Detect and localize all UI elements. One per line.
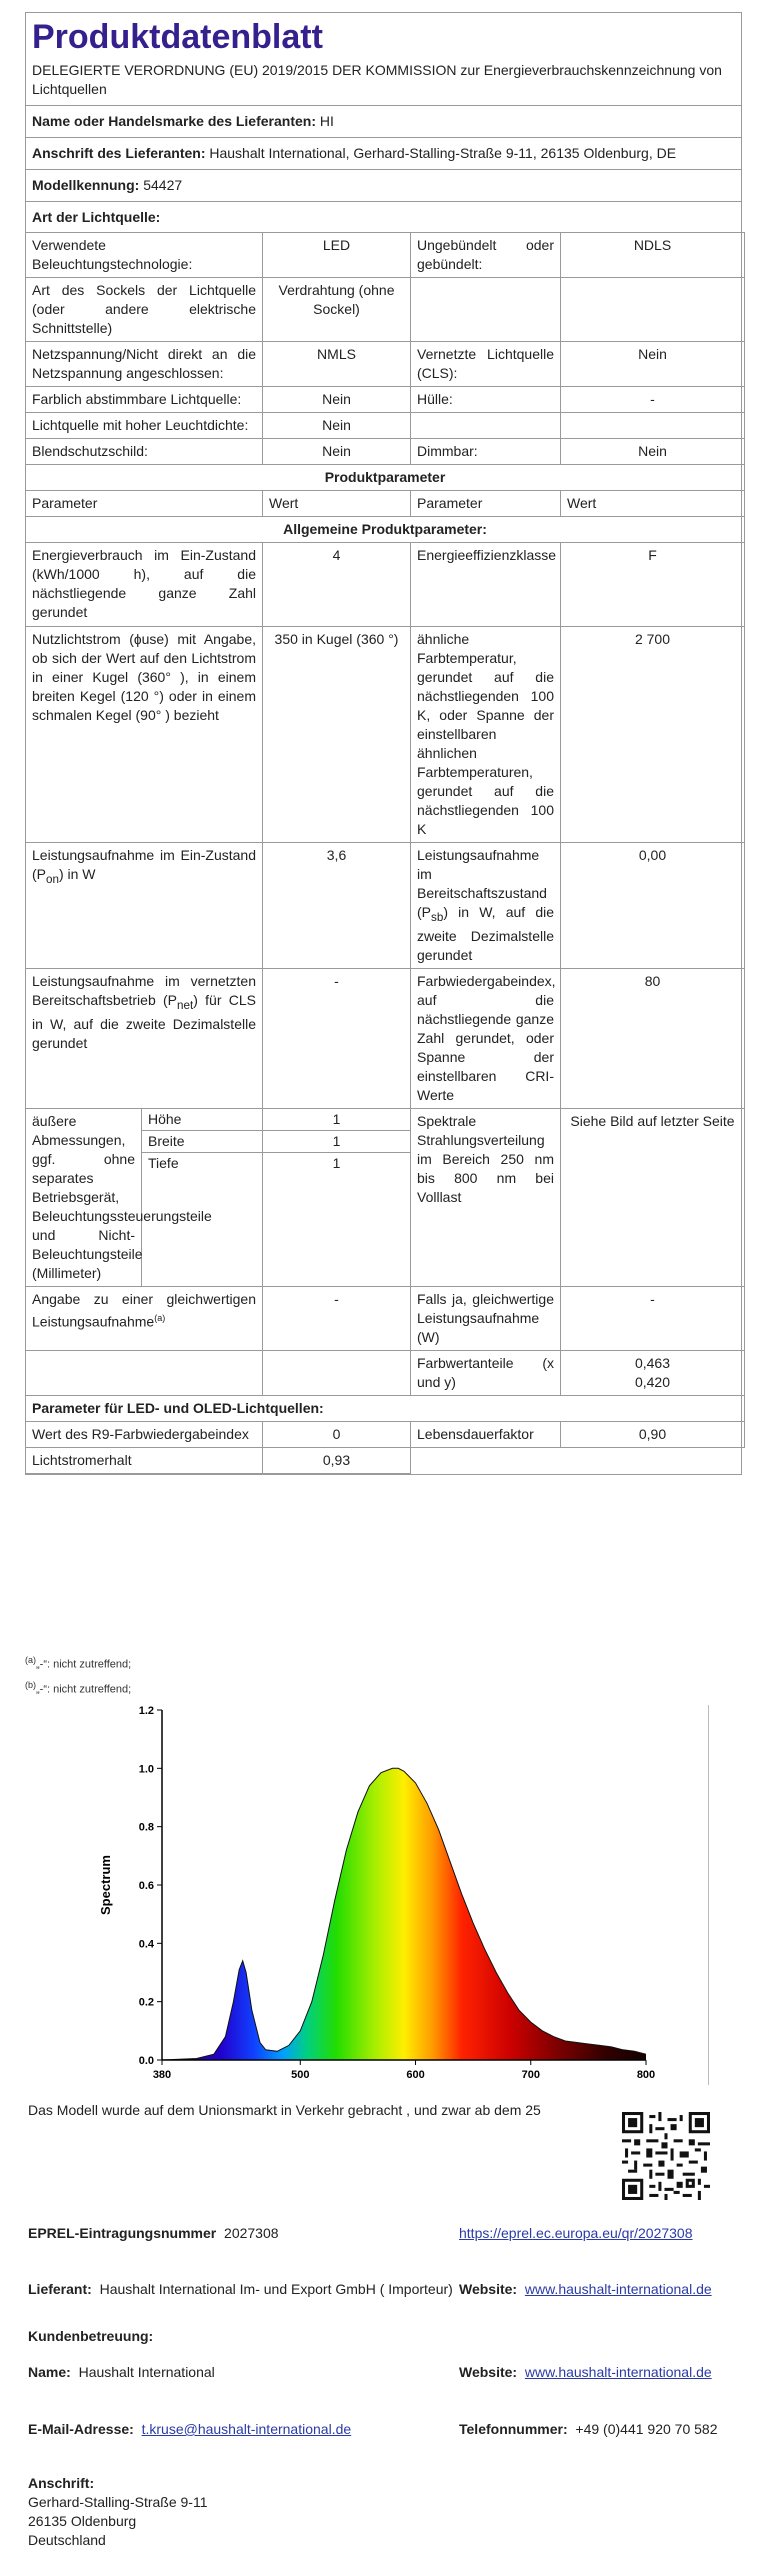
table-row	[26, 233, 745, 278]
cell-label: Energieeffizienzklasse	[411, 543, 561, 627]
chart-frame-line	[708, 1705, 709, 2085]
eprel-link-block	[459, 2224, 699, 2243]
cell-empty	[26, 1350, 263, 1395]
table-row	[26, 1108, 745, 1286]
dim-row	[142, 1131, 262, 1153]
section-title: Produktparameter	[26, 465, 745, 491]
cell-empty	[411, 413, 561, 439]
cell-label	[26, 843, 263, 969]
lieferant-value: Haushalt International Im- und Export GmbH ( Importeur)	[99, 2281, 453, 2297]
cell-label: Farbwiedergabeindex, auf die nächstliegende ganze Zahl gerundet, oder Spanne der einstellbaren CRI-Werte	[411, 968, 561, 1108]
cell-value: 4	[263, 543, 411, 627]
cell-value: 0,90	[561, 1421, 745, 1447]
cell-value: 0,00	[561, 843, 745, 969]
cell-value: Siehe Bild auf letzter Seite	[561, 1108, 745, 1286]
label-sub: sb	[431, 910, 444, 924]
anschrift-country: Deutschland	[28, 2532, 106, 2548]
cell-value: Nein	[263, 413, 411, 439]
address-label: Anschrift des Lieferanten:	[32, 145, 206, 161]
qr-code	[622, 2112, 710, 2200]
telephone-block	[459, 2420, 724, 2439]
cell-value: LED	[263, 233, 411, 278]
cell-label: Wert des R9-Farbwiedergabeindex	[26, 1421, 263, 1447]
label-text: ) in W	[58, 866, 96, 882]
model-label: Modellkennung:	[32, 177, 140, 193]
cell-label: Falls ja, gleichwertige Leistungsaufnahme (W)	[411, 1286, 561, 1350]
dimensions-cell	[26, 1108, 263, 1286]
kunden-block	[28, 2327, 153, 2346]
table-row	[26, 413, 745, 439]
y-tick-label: 0.6	[138, 1880, 154, 1892]
footnotes	[25, 1650, 131, 1699]
column-header: Parameter	[26, 491, 263, 517]
cell-label: ähnliche Farbtemperatur, gerundet auf die nächstliegenden 100 K, oder Spanne der einstellbaren ähnlichen Farbtemperaturen, gerundet auf die nächstliegenden 100 K	[411, 627, 561, 843]
x-tick-label: 700	[521, 2069, 540, 2081]
cell-value: Nein	[561, 342, 745, 387]
cell-value: 2 700	[561, 627, 745, 843]
anschrift-street: Gerhard-Stalling-Straße 9-11	[28, 2494, 208, 2510]
cell-label	[26, 1286, 263, 1350]
website-link[interactable]: www.haushalt-international.de	[524, 2281, 712, 2297]
dim-key: Breite	[148, 1132, 185, 1149]
cell-label: Verwendete Beleuchtungstechnologie:	[26, 233, 263, 278]
section-row	[26, 465, 745, 491]
kunden-label: Kundenbetreuung:	[28, 2328, 154, 2344]
cell-label: Art des Sockels der Lichtquelle (oder andere elektrische Schnittstelle)	[26, 278, 263, 342]
market-intro: Das Modell wurde auf dem Unionsmarkt in Verkehr gebracht , und zwar ab dem 25	[28, 2102, 541, 2118]
table-row	[26, 1350, 745, 1395]
y-ticks	[139, 1705, 162, 2067]
cell-label: Nutzlichtstrom (ɸuse) mit Angabe, ob sich der Wert auf den Lichtstrom in einer Kugel (360° ), in einem breiten Kegel (120 °) oder in einem schmalen Kegel (90° ) bezieht	[26, 627, 263, 843]
cell-empty	[561, 413, 745, 439]
website-label: Website:	[459, 2281, 518, 2297]
supplier-row	[26, 106, 741, 138]
x-tick-label: 800	[636, 2069, 656, 2081]
label-text: ) für CLS in W, auf die zweite Dezimalstelle gerundet	[32, 991, 257, 1051]
telephone-label: Telefonnummer:	[459, 2421, 568, 2437]
y-tick-label: 0.0	[138, 2055, 154, 2067]
cell-label: Blendschutzschild:	[26, 439, 263, 465]
dim-row	[142, 1153, 262, 1174]
table-row	[26, 1421, 745, 1447]
dim-value: 1	[332, 1154, 341, 1171]
cell-label: Netzspannung/Nicht direkt an die Netzspannung angeschlossen:	[26, 342, 263, 387]
cell-value: 0,93	[263, 1447, 411, 1473]
y-tick-label: 0.2	[138, 1996, 154, 2009]
table-row	[26, 1447, 745, 1473]
model-value: 54427	[143, 177, 183, 193]
table-row	[26, 342, 745, 387]
footnote-mark: (b)	[25, 1679, 36, 1690]
anschrift-city: 26135 Oldenburg	[28, 2513, 137, 2529]
dim-key: Höhe	[148, 1110, 182, 1127]
datasheet	[25, 12, 742, 1475]
email-block	[28, 2420, 351, 2439]
spectrum-chart	[96, 1700, 656, 2100]
address-value: Haushalt International, Gerhard-Stalling-Straße 9-11, 26135 Oldenburg, DE	[209, 145, 677, 161]
cell-value	[561, 1350, 745, 1395]
email-label: E-Mail-Adresse:	[28, 2421, 134, 2437]
cell-label: Energieverbrauch im Ein-Zustand (kWh/1000 h), auf die nächstliegende ganze Zahl gerundet	[26, 543, 263, 627]
footnote-ref: (a)	[154, 1312, 166, 1323]
cell-value: 3,6	[263, 843, 411, 969]
cell-value: NMLS	[263, 342, 411, 387]
lieferant-label: Lieferant:	[28, 2281, 92, 2297]
anschrift-label: Anschrift:	[28, 2475, 95, 2491]
cell-value: F	[561, 543, 745, 627]
table-row	[26, 627, 745, 843]
header	[26, 13, 741, 106]
dim-key: Tiefe	[148, 1154, 179, 1171]
cell-label	[411, 843, 561, 969]
column-header: Parameter	[411, 491, 561, 517]
cell-empty	[561, 1447, 745, 1473]
cell-value: Verdrahtung (ohne Sockel)	[263, 278, 411, 342]
eprel-number: 2027308	[224, 2225, 279, 2241]
y-tick-label: 1.2	[138, 1705, 154, 1717]
cell-value: -	[561, 387, 745, 413]
label-sub: on	[46, 872, 59, 886]
cell-value: -	[263, 968, 411, 1108]
website-link[interactable]: www.haushalt-international.de	[524, 2364, 712, 2380]
section-title: Parameter für LED- und OLED-Lichtquellen:	[26, 1395, 745, 1421]
footnote-text: „-“: nicht zutreffend;	[36, 1683, 132, 1696]
cell-label: Dimmbar:	[411, 439, 561, 465]
column-header: Wert	[263, 491, 411, 517]
cell-empty	[263, 1350, 411, 1395]
type-section-title: Art der Lichtquelle:	[32, 209, 161, 225]
y-axis-label: Spectrum	[98, 1855, 113, 1915]
regulation-subtitle: DELEGIERTE VERORDNUNG (EU) 2019/2015 DER KOMMISSION zur Energieverbrauchskennzeichnung von Lichtquellen	[32, 62, 722, 97]
dim-value: 1	[263, 1131, 410, 1153]
cell-value: -	[263, 1286, 411, 1350]
address-row	[26, 138, 741, 170]
cell-empty	[561, 278, 745, 342]
cell-empty	[411, 278, 561, 342]
x-tick-label: 500	[291, 2069, 310, 2081]
footnote-text: „-“: nicht zutreffend;	[36, 1658, 132, 1671]
cell-value: NDLS	[561, 233, 745, 278]
page-title: Produktdatenblatt	[32, 18, 323, 56]
dim-row	[142, 1109, 262, 1131]
footnote	[25, 1675, 131, 1700]
cell-label: Farblich abstimmbare Lichtquelle:	[26, 387, 263, 413]
cell-label: Ungebündelt oder gebündelt:	[411, 233, 561, 278]
header-row	[26, 491, 745, 517]
chroma-x: 0,463	[634, 1354, 671, 1371]
column-header: Wert	[561, 491, 745, 517]
dimensions-label: äußere Abmessungen, ggf. ohne separates Betriebsgerät, Beleuchtungssteuerungsteile und Nicht-Beleuchtungsteile (Millimeter)	[26, 1109, 142, 1286]
anschrift-block	[28, 2474, 207, 2550]
x-tick-label: 600	[406, 2069, 425, 2081]
cell-label	[26, 968, 263, 1108]
x-tick-label: 380	[152, 2069, 172, 2081]
cell-value: -	[561, 1286, 745, 1350]
section-title: Allgemeine Produktparameter:	[26, 517, 745, 543]
website-label: Website:	[459, 2364, 518, 2380]
table-row	[26, 843, 745, 969]
plot-area	[162, 1768, 646, 2060]
eprel-label: EPREL-Eintragungsnummer	[28, 2225, 217, 2241]
supplier-value: HI	[319, 113, 334, 129]
label-text: Angabe zu einer gleichwertigen Leistungsaufnahme	[32, 1290, 256, 1330]
name-label: Name:	[28, 2364, 71, 2380]
cell-value: 80	[561, 968, 745, 1108]
cell-label: Lichtquelle mit hoher Leuchtdichte:	[26, 413, 263, 439]
email-link[interactable]: t.kruse@haushalt-international.de	[141, 2421, 352, 2437]
cell-value: 350 in Kugel (360 °)	[263, 627, 411, 843]
footnote	[25, 1650, 131, 1675]
table-row	[26, 387, 745, 413]
table-row	[26, 439, 745, 465]
table-row	[26, 968, 745, 1108]
cell-label: Lichtstromerhalt	[26, 1447, 263, 1473]
dim-value: 1	[263, 1109, 410, 1131]
label-text: Leistungsaufnahme im Ein-Zustand (P	[32, 847, 256, 882]
website-block	[459, 2280, 724, 2299]
footnote-mark: (a)	[25, 1655, 36, 1665]
label-text: ) in W, auf die zweite Dezimalstelle gerundet	[417, 904, 554, 963]
eprel-link[interactable]: https://eprel.ec.europa.eu/qr/2027308	[459, 2225, 693, 2241]
label-text: Leistungsaufnahme im vernetzten Bereitschaftsbetrieb (P	[32, 972, 256, 1008]
label-text: Leistungsaufnahme im Bereitschaftszustand (P	[417, 847, 547, 920]
x-ticks	[153, 2060, 655, 2081]
table-row	[26, 278, 745, 342]
supplier-label: Name oder Handelsmarke des Lieferanten:	[32, 113, 316, 129]
section-row	[26, 1395, 745, 1421]
y-tick-label: 1.0	[138, 1763, 154, 1776]
y-tick-label: 0.8	[138, 1821, 154, 1834]
spectrum-area	[162, 1768, 646, 2060]
table-row	[26, 543, 745, 627]
name-value: Haushalt International	[78, 2364, 215, 2380]
chroma-y: 0,420	[634, 1373, 671, 1390]
dimensions-values	[263, 1108, 411, 1286]
cell-label: Vernetzte Lichtquelle (CLS):	[411, 342, 561, 387]
section-row	[26, 517, 745, 543]
website2-block	[459, 2363, 724, 2382]
cell-label: Farbwertanteile (x und y)	[411, 1350, 561, 1395]
y-tick-label: 0.4	[138, 1938, 154, 1951]
telephone-value: +49 (0)441 920 70 582	[575, 2421, 718, 2437]
cell-value: Nein	[263, 387, 411, 413]
table-row	[26, 1286, 745, 1350]
cell-label: Spektrale Strahlungsverteilung im Bereich 250 nm bis 800 nm bei Volllast	[411, 1108, 561, 1286]
eprel-block	[28, 2224, 279, 2243]
main-table	[25, 232, 745, 1474]
label-sub: net	[177, 998, 194, 1012]
cell-label: Lebensdauerfaktor	[411, 1421, 561, 1447]
cell-value: Nein	[561, 439, 745, 465]
lieferant-block	[28, 2280, 458, 2299]
cell-value: 0	[263, 1421, 411, 1447]
cell-empty	[411, 1447, 561, 1473]
model-row	[26, 170, 741, 202]
name-block	[28, 2363, 215, 2382]
cell-value: Nein	[263, 439, 411, 465]
cell-label: Hülle:	[411, 387, 561, 413]
